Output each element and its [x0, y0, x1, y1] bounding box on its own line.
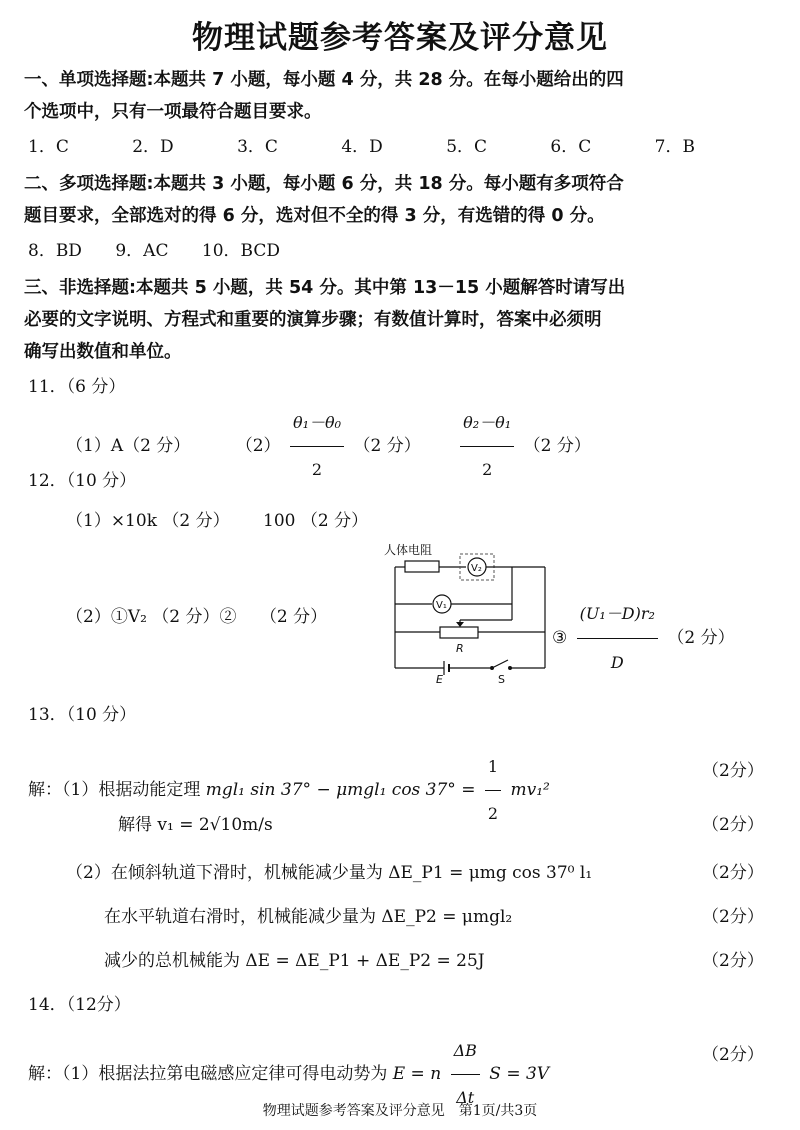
- q12-part2-answer: （2）①V₂ （2 分）②: [66, 607, 237, 627]
- q13-line4-points: （2分）: [702, 907, 764, 927]
- human-resistor: [405, 561, 439, 572]
- q12-part3-label: ③: [552, 628, 568, 648]
- q14-line1-points: （2分）: [702, 1045, 764, 1065]
- q13-line3: （2）在倾斜轨道下滑时，机械能减少量为 ΔE_P1 = μmg cos 37⁰ l₁: [66, 863, 593, 883]
- circuit-diagram: [380, 540, 550, 685]
- q14-heading: 14．（12分）: [28, 995, 131, 1015]
- q12-heading: 12．（10 分）: [28, 471, 137, 491]
- q13-heading: 13．（10 分）: [28, 705, 137, 725]
- q11-part1: （1）A（2 分）: [66, 436, 191, 456]
- q13-line1-fraction: [485, 744, 501, 837]
- section1-header-line1: 一、单项选择题:本题共 7 小题，每小题 4 分，共 28 分。在每小题给出的四: [24, 70, 624, 90]
- q11-heading: 11．（6 分）: [28, 377, 126, 397]
- q12-part1-value: 100 （2 分）: [263, 511, 369, 531]
- circuit-label-s: S: [498, 673, 505, 685]
- page-title: 物理试题参考答案及评分意见: [192, 20, 608, 56]
- section3-header-line1: 三、非选择题:本题共 5 小题，共 54 分。其中第 13－15 小题解答时请写出: [24, 278, 626, 298]
- q12-part3-fraction: [577, 590, 658, 687]
- q11-answers: [66, 400, 591, 493]
- q13-line1-frac-numerator: 1: [485, 744, 501, 791]
- q13-line1-tail: mv₁²: [510, 780, 550, 800]
- answer-6: 6．C: [550, 137, 592, 157]
- q13-line1-prefix: 解：（1）根据动能定理: [28, 780, 201, 800]
- page-footer: 物理试题参考答案及评分意见 第1页/共3页: [262, 1103, 538, 1119]
- q11-part3-fraction: [460, 400, 514, 493]
- answer-7: 7．B: [654, 137, 695, 157]
- q12-part3-denominator: D: [610, 653, 624, 672]
- q14-line1-frac-denominator: Δt: [456, 1088, 475, 1107]
- answer-1: 1．C: [28, 137, 69, 157]
- answer-9: 9．AC: [115, 241, 169, 261]
- q11-part3-denominator: 2: [482, 460, 493, 479]
- q11-part2-denominator: 2: [311, 460, 323, 479]
- answer-4: 4．D: [341, 137, 383, 157]
- q13-line4: 在水平轨道右滑时，机械能减少量为 ΔE_P2 = μmgl₂: [104, 907, 513, 927]
- q13-line2-points: （2分）: [702, 815, 764, 835]
- answer-8: 8．BD: [28, 241, 82, 261]
- q12-part1: [66, 506, 368, 531]
- q13-line1-math: mgl₁ sin 37° − μmgl₁ cos 37° =: [205, 780, 476, 800]
- circuit-label-v1: V₁: [436, 600, 447, 611]
- rheostat-r: [440, 627, 478, 638]
- q12-part2-points: （2 分）: [259, 607, 328, 627]
- section3-header-line3: 确写出数值和单位。: [24, 342, 182, 362]
- q13-line3-points: （2分）: [702, 863, 764, 883]
- q13-line5: 减少的总机械能为 ΔE = ΔE_P1 + ΔE_P2 = 25J: [104, 951, 485, 971]
- answer-2: 2．D: [132, 137, 174, 157]
- section2-answers: [28, 236, 280, 261]
- section2-header-line1: 二、多项选择题:本题共 3 小题，每小题 6 分，共 18 分。每小题有多项符合: [24, 174, 624, 194]
- q12-part3: [552, 590, 735, 687]
- q13-line5-points: （2分）: [702, 951, 764, 971]
- section2-header-line2: 题目要求，全部选对的得 6 分，选对但不全的得 3 分，有选错的得 0 分。: [24, 206, 605, 226]
- q11-part2-points: （2 分）: [353, 436, 421, 456]
- q11-part2-label: （2）: [235, 436, 281, 456]
- q12-part3-numerator: (U₁－D)r₂: [577, 590, 658, 639]
- section1-header-line2: 个选项中，只有一项最符合题目要求。: [24, 102, 322, 122]
- q14-line1-math-b: S = 3V: [489, 1064, 550, 1084]
- q14-line1-frac-numerator: ΔB: [451, 1028, 480, 1075]
- circuit-label-v2: V₂: [471, 563, 482, 574]
- circuit-label-e: E: [436, 673, 443, 685]
- answer-5: 5．C: [446, 137, 488, 157]
- q12-part2: [66, 602, 327, 627]
- circuit-label-r: R: [456, 642, 464, 655]
- q12-part1-range: （1）×10k （2 分）: [66, 511, 230, 531]
- q11-part3-numerator: θ₂－θ₁: [460, 400, 514, 447]
- q13-line1-frac-denominator: 2: [487, 804, 499, 823]
- switch-s: [492, 660, 508, 668]
- q12-part3-points: （2 分）: [667, 628, 735, 648]
- q11-part2-fraction: [290, 400, 344, 493]
- section1-answers: [28, 132, 695, 157]
- section3-header-line2: 必要的文字说明、方程式和重要的演算步骤；有数值计算时，答案中必须明: [24, 310, 602, 330]
- circuit-label-resistor: 人体电阻: [384, 543, 433, 557]
- answer-3: 3．C: [237, 137, 278, 157]
- q13-line2: 解得 v₁ = 2√10m/s: [118, 815, 273, 835]
- q13-line1: [28, 744, 550, 837]
- q11-part3-points: （2 分）: [523, 436, 591, 456]
- q14-line1-math-a: E = n: [392, 1064, 442, 1084]
- q14-line1-prefix: 解：（1）根据法拉第电磁感应定律可得电动势为: [28, 1064, 388, 1084]
- answer-10: 10．BCD: [201, 241, 280, 261]
- q13-line1-points: （2分）: [702, 761, 764, 781]
- q11-part2-numerator: θ₁－θ₀: [290, 400, 344, 447]
